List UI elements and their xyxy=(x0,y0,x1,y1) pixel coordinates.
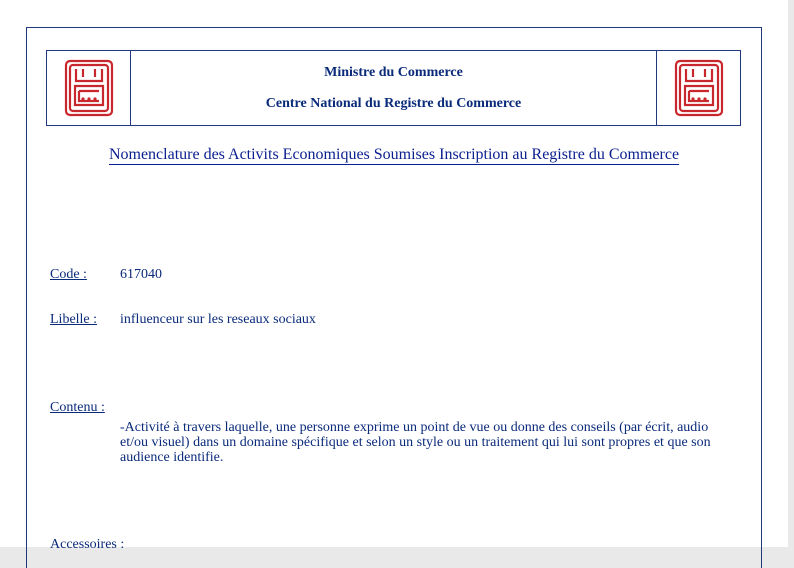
document-title-text: Nomenclature des Activits Economiques Soumises Inscription au Registre du Commerce xyxy=(108,146,680,163)
accessoires-label: Accessoires : xyxy=(50,537,125,552)
logo-cell-right xyxy=(656,51,740,125)
document-title xyxy=(0,146,788,164)
center-name: Centre National du Registre du Commerce xyxy=(265,95,522,111)
header-table xyxy=(46,50,741,126)
code-value: 617040 xyxy=(120,267,162,282)
ministry-name: Ministre du Commerce xyxy=(324,64,463,80)
contenu-label: Contenu : xyxy=(50,400,105,415)
logo-cell-left xyxy=(47,51,131,125)
contenu-value: -Activité à travers laquelle, une personne exprime un point de vue ou donne des conseils (par écrit, audio et/ou visuel) dans un domaine spécifique et selon un style ou un traitement qui lui sont propres et que son audience identifie. xyxy=(120,420,711,465)
libelle-value: influenceur sur les reseaux sociaux xyxy=(120,312,316,327)
cnrc-logo-icon xyxy=(674,59,724,117)
libelle-label: Libelle : xyxy=(50,312,98,327)
header-title-cell xyxy=(131,51,656,125)
cnrc-logo-icon xyxy=(64,59,114,117)
code-label: Code : xyxy=(50,267,87,282)
